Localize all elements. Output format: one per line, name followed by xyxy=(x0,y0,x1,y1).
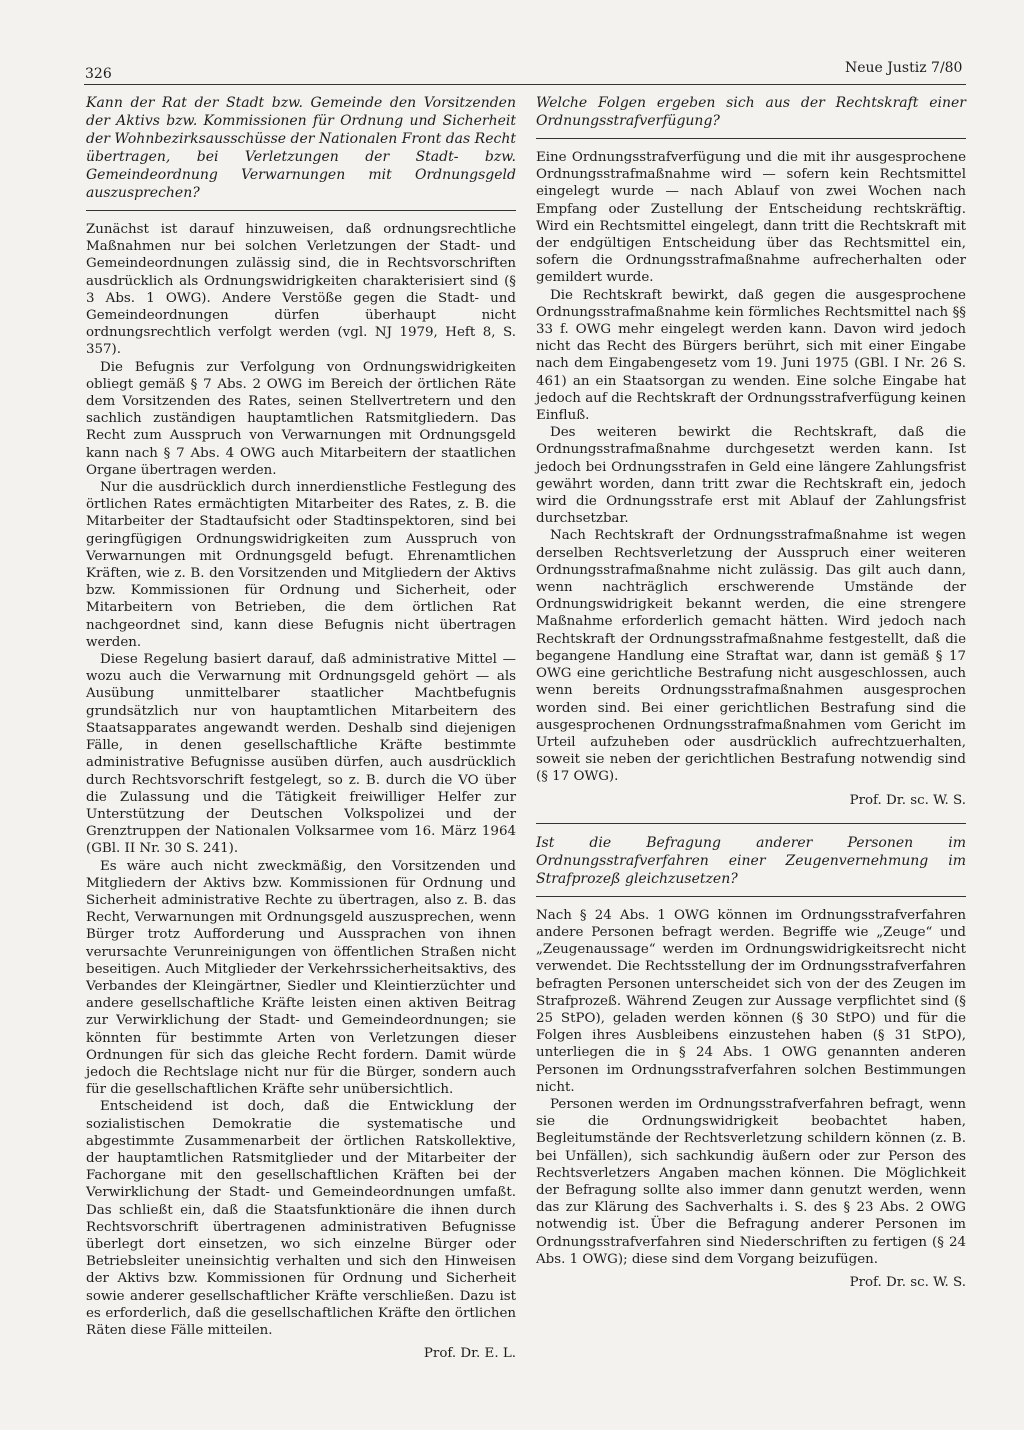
paragraph: Zunächst ist darauf hinzuweisen, daß ordnungsrechtliche Maßnahmen nur bei solchen Verletzungen der Stadt- und Gemeindeordnungen zulässig sind, die in Rechtsvorschriften ausdrücklich als Ordnungswidrigkeiten charakterisiert sind (§ 3 Abs. 1 OWG). Andere Verstöße gegen die Stadt- und Gemeindeordnungen dürfen überhaupt nicht ordnungsrechtlich verfolgt werden (vgl. NJ 1979, Heft 8, S. 357). xyxy=(86,222,516,358)
paragraph: Personen werden im Ordnungsstrafverfahren befragt, wenn sie die Ordnungswidrigkeit beobachtet haben, Begleitumstände der Rechtsverletzung schildern können (z. B. bei Unfällen), sich sachkundig äußern oder zur Person des Rechtsverletzers Angaben machen können. Die Möglichkeit der Befragung sollte also immer dann genutzt werden, wenn das zur Klärung des Sachverhalts i. S. des § 23 Abs. 2 OWG notwendig ist. Über die Befragung anderer Personen im Ordnungsstrafverfahren sind Niederschriften zu fertigen (§ 24 Abs. 1 OWG); diese sind dem Vorgang beizufügen. xyxy=(536,1096,966,1267)
question-separator xyxy=(86,210,516,211)
paragraph: Nur die ausdrücklich durch innerdienstliche Festlegung des örtlichen Rates ermächtigten Mitarbeiter des Rates, z. B. die Mitarbeiter der Stadtaufsicht oder Stadtinspektoren, sind bei geringfügigen Ordnungswidrigkeiten zum Ausspruch von Verwarnungen mit Ordnungsgeld befugt. Ehrenamtlichen Kräften, wie z. B. den Vorsitzenden und Mitgliedern der Aktivs bzw. Kommissionen für Ordnung und Sicherheit, oder Mitarbeitern von Betrieben, die dem örtlichen Rat nachgeordnet sind, kann diese Befugnis nicht übertragen werden. xyxy=(86,480,516,650)
question-separator xyxy=(536,896,966,897)
paragraph: Des weiteren bewirkt die Rechtskraft, daß die Ordnungsstrafmaßnahme durchgesetzt werden kann. Ist jedoch bei Ordnungsstrafen in Geld eine längere Zahlungsfrist gewährt worden, dann tritt zwar die Rechtskraft ein, jedoch wird die Ordnungsstrafe erst mit Ablauf der Zahlungsfrist durchsetzbar. xyxy=(536,425,966,527)
paragraph: Entscheidend ist doch, daß die Entwicklung der sozialistischen Demokratie die systematische und abgestimmte Zusammenarbeit der örtlichen Ratskollektive, der hauptamtlichen Ratsmitglieder und der Mitarbeiter der Fachorgane mit den gesellschaftlichen Kräften bei der Verwirklichung der Stadt- und Gemeindeordnungen umfaßt. Das schließt ein, daß die Staatsfunktionäre die ihnen durch Rechtsvorschrift übertragenen administrativen Befugnisse überlegt dort einsetzen, wo sich einzelne Bürger oder Betriebsleiter uneinsichtig verhalten und sich den Hinweisen der Aktivs bzw. Kommissionen für Ordnung und Sicherheit sowie anderer gesellschaftlicher Kräfte verschließen. Dazu ist es erforderlich, daß die gesellschaftlichen Kräfte den örtlichen Räten diese Fälle mitteilen. xyxy=(86,1099,516,1338)
paragraph: Diese Regelung basiert darauf, daß administrative Mittel — wozu auch die Verwarnung mit Ordnungsgeld gehört — als Ausübung unmittelbarer staatlicher Machtbefugnis grundsätzlich nur von hauptamtlichen Mitarbeitern des Staatsapparates angewandt werden. Deshalb sind diejenigen Fälle, in denen gesellschaftliche Kräfte bestimmte administrative Befugnisse ausüben dürfen, auch ausdrücklich durch Rechtsvorschrift festgelegt, so z. B. durch die VO über die Zulassung und die Tätigkeit freiwilliger Helfer zur Unterstützung der Deutschen Volkspolizei und der Grenztruppen der Nationalen Volksarmee vom 16. März 1964 (GBl. II Nr. 30 S. 241). xyxy=(86,652,516,857)
question-separator xyxy=(536,138,966,139)
question-right-2: Ist die Befragung anderer Personen im Ordnungsstrafverfahren einer Zeugenvernehmung im Strafprozeß gleichzusetzen? xyxy=(536,834,966,887)
question-right-1: Welche Folgen ergeben sich aus der Rechtskraft einer Ordnungsstrafverfügung? xyxy=(536,95,966,129)
paragraph: Die Befugnis zur Verfolgung von Ordnungswidrigkeiten obliegt gemäß § 7 Abs. 2 OWG im Bereich der örtlichen Räte dem Vorsitzenden des Rates, seinen Stellvertretern und den sachlich zuständigen hauptamtlichen Ratsmitgliedern. Das Recht zum Ausspruch von Verwarnungen mit Ordnungsgeld kann nach § 7 Abs. 4 OWG auch Mitarbeitern der staatlichen Organe übertragen werden. xyxy=(86,359,516,478)
paragraph: Es wäre auch nicht zweckmäßig, den Vorsitzenden und Mitgliedern der Aktivs bzw. Kommissionen für Ordnung und Sicherheit administrative Rechte zu übertragen, also z. B. das Recht, Verwarnungen mit Ordnungsgeld auszusprechen, wenn Bürger trotz Aufforderung und Aussprachen von ihnen verursachte Verunreinigungen von öffentlichen Straßen nicht beseitigen. Auch Mitglieder der Verkehrssicherheitsaktivs, des Verbandes der Kleingärtner, Siedler und Kleintierzüchter und andere gesellschaftliche Kräfte leisten einen aktiven Beitrag zur Verwirklichung der Stadt- und Gemeindeordnungen; sie könnten für bestimmte Arten von Verletzungen dieser Ordnungen für sich das gleiche Recht fordern. Damit würde jedoch die Rechtslage nicht nur für die Bürger, sondern auch für die gesellschaftlichen Kräfte sehr unübersichtlich. xyxy=(86,858,516,1098)
journal-title: Neue Justiz 7/80 xyxy=(845,60,963,76)
author-signature: Prof. Dr. sc. W. S. xyxy=(849,792,966,808)
question-left: Kann der Rat der Stadt bzw. Gemeinde den Vorsitzenden der Aktivs bzw. Kommissionen für Ordnung und Sicherheit der Wohnbezirksausschüsse der Nationalen Front das Recht übertragen, bei Verletzungen der Stadt- bzw. Gemeindeordnung Verwarnungen mit Ordnungsgeld auszusprechen? xyxy=(86,95,516,201)
header-rule xyxy=(84,84,966,85)
author-signature: Prof. Dr. E. L. xyxy=(423,1346,516,1362)
left-column xyxy=(86,94,516,1362)
page-number: 326 xyxy=(85,66,112,82)
paragraph: Nach Rechtskraft der Ordnungsstrafmaßnahme ist wegen derselben Rechtsverletzung der Ausspruch einer weiteren Ordnungsstrafmaßnahme nicht zulässig. Das gilt auch dann, wenn nachträglich erschwerende Umstände der Ordnungswidrigkeit bekannt werden, die eine strengere Maßnahme erforderlich gemacht hätten. Wird jedoch nach Rechtskraft der Ordnungsstrafmaßnahme festgestellt, daß die begangene Handlung eine Straftat war, dann ist gemäß § 17 OWG eine gerichtliche Bestrafung nicht ausgeschlossen, auch wenn bereits Ordnungsstrafmaßnahmen ausgesprochen worden sind. Bei einer gerichtlichen Bestrafung sind die ausgesprochenen Ordnungsstrafmaßnahmen vom Gericht im Urteil aufzuheben oder ausdrücklich aufrechtzuerhalten, soweit sie neben der gerichtlichen Bestrafung notwendig sind (§ 17 OWG). xyxy=(536,528,966,785)
author-signature: Prof. Dr. sc. W. S. xyxy=(849,1274,966,1290)
paragraph: Eine Ordnungsstrafverfügung und die mit ihr ausgesprochene Ordnungsstrafmaßnahme wird — sofern kein Rechtsmittel eingelegt wurde — nach Ablauf von zwei Wochen nach Empfang oder Zustellung der Entscheidung rechtskräftig. Wird ein Rechtsmittel eingelegt, dann tritt die Rechtskraft mit der endgültigen Entscheidung über das Rechtsmittel ein, sofern die Ordnungsstrafmaßnahme aufrecherhalten oder gemildert wurde. xyxy=(536,150,966,286)
right-column xyxy=(536,94,966,1291)
paragraph: Die Rechtskraft bewirkt, daß gegen die ausgesprochene Ordnungsstrafmaßnahme kein förmliches Rechtsmittel nach §§ 33 f. OWG mehr eingelegt werden kann. Davon wird jedoch nicht das Recht des Bürgers berührt, sich mit einer Eingabe nach dem Eingabengesetz vom 19. Juni 1975 (GBl. I Nr. 26 S. 461) an ein Staatsorgan zu wenden. Eine solche Eingabe hat jedoch auf die Rechtskraft der Ordnungsstrafverfügung keinen Einfluß. xyxy=(536,287,966,424)
section-separator xyxy=(536,823,966,824)
paragraph: Nach § 24 Abs. 1 OWG können im Ordnungsstrafverfahren andere Personen befragt werden. Begriffe wie „Zeuge“ und „Zeugenaussage“ werden im Ordnungswidrigkeitsrecht nicht verwendet. Die Rechtsstellung der im Ordnungsstrafverfahren befragten Personen unterscheidet sich von der des Zeugen im Strafprozeß. Während Zeugen zur Aussage verpflichtet sind (§ 25 StPO), geladen werden können (§ 30 StPO) und für die Folgen ihres Ausbleibens einzustehen haben (§ 31 StPO), unterliegen die in § 24 Abs. 1 OWG genannten anderen Personen im Ordnungsstrafverfahren solchen Bestimmungen nicht. xyxy=(536,907,966,1095)
